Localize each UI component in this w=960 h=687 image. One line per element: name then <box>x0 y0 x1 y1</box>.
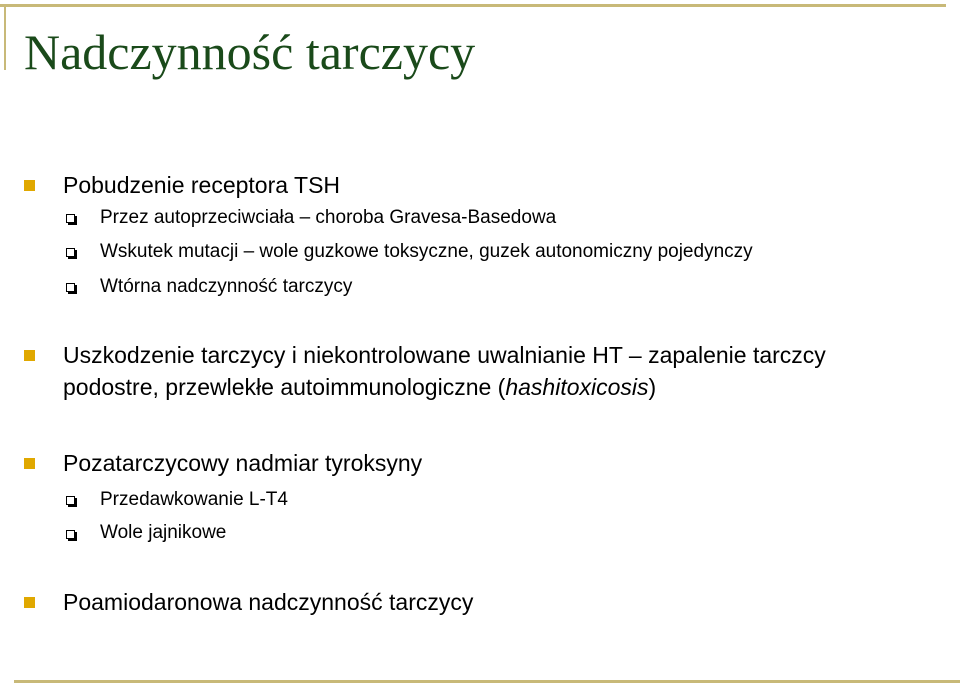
left-border-rule <box>4 4 6 70</box>
square-bullet-icon <box>24 350 35 361</box>
sub-item-3-1: Przedawkowanie L-T4 <box>100 489 288 510</box>
checkbox-bullet-icon <box>66 248 75 257</box>
checkbox-bullet-icon <box>66 496 75 505</box>
sub-item-1-1: Przez autoprzeciwciała – choroba Gravesa-Basedowa <box>100 207 557 228</box>
sub-item-1-3: Wtórna nadczynność tarczycy <box>100 276 353 297</box>
bullet-item-2-line2 <box>63 372 656 402</box>
checkbox-bullet-icon <box>66 214 75 223</box>
top-border-rule <box>0 4 946 7</box>
sub-item-3-2: Wole jajnikowe <box>100 522 227 543</box>
checkbox-bullet-icon <box>66 283 75 292</box>
bullet-item-2-italic: hashitoxicosis <box>505 374 649 400</box>
bullet-item-2-prefix: podostre, przewlekłe autoimmunologiczne ( <box>63 374 506 400</box>
sub-item-1-2: Wskutek mutacji – wole guzkowe toksyczne, guzek autonomiczny pojedynczy <box>100 241 753 262</box>
bullet-item-4: Poamiodaronowa nadczynność tarczycy <box>63 589 474 615</box>
bullet-item-1: Pobudzenie receptora TSH <box>63 172 341 198</box>
bottom-border-rule <box>14 680 960 683</box>
square-bullet-icon <box>24 180 35 191</box>
bullet-item-2-suffix: ) <box>648 374 657 400</box>
square-bullet-icon <box>24 597 35 608</box>
square-bullet-icon <box>24 458 35 469</box>
checkbox-bullet-icon <box>66 530 75 539</box>
bullet-item-2-line1: Uszkodzenie tarczycy i niekontrolowane uwalnianie HT – zapalenie tarczcy <box>63 342 826 368</box>
slide-title: Nadczynność tarczycy <box>24 24 476 80</box>
bullet-item-3: Pozatarczycowy nadmiar tyroksyny <box>63 450 423 476</box>
